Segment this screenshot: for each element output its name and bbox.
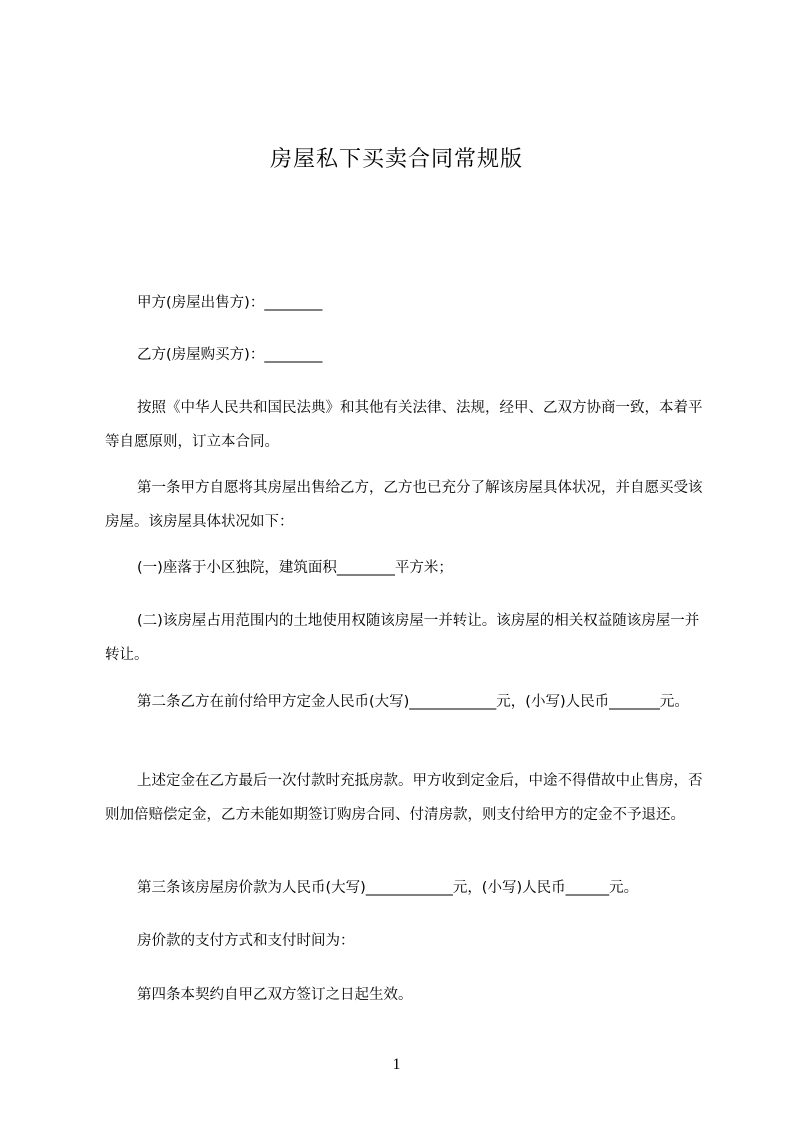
- preamble-paragraph: 按照《中华人民共和国民法典》和其他有关法律、法规，经甲、乙双方协商一致，本着平等自愿原则，订立本合同。: [105, 400, 703, 450]
- article-1-item-2: (二)该房屋占用范围内的土地使用权随该房屋一并转让。该房屋的相关权益随该房屋一并转让。: [105, 613, 700, 663]
- article-1-item-1: (一)座落于小区独院，建筑面积________平方米；: [137, 560, 453, 576]
- article-1-paragraph: 第一条甲方自愿将其房屋出售给乙方，乙方也已充分了解该房屋具体状况，并自愿买受该房屋。该房屋具体状况如下：: [105, 480, 703, 530]
- party-a-line: 甲方(房屋出售方)：________: [137, 295, 323, 311]
- page-number: 1: [392, 1056, 401, 1073]
- party-b-line: 乙方(房屋购买方)：________: [137, 347, 323, 363]
- deposit-paragraph: 上述定金在乙方最后一次付款时充抵房款。甲方收到定金后，中途不得借故中止售房，否则加倍赔偿定金，乙方未能如期签订购房合同、付清房款，则支付给甲方的定金不予退还。: [105, 773, 703, 823]
- article-4-paragraph: 第四条本契约自甲乙双方签订之日起生效。: [137, 987, 413, 1003]
- document-title: 房屋私下买卖合同常规版: [269, 147, 523, 172]
- article-3-paragraph: 第三条该房屋房价款为人民币(大写)____________元，(小写)人民币______元。: [137, 880, 639, 896]
- article-2-paragraph: 第二条乙方在前付给甲方定金人民币(大写)____________元，(小写)人民币_______元。: [137, 694, 689, 710]
- payment-method-paragraph: 房价款的支付方式和支付时间为：: [137, 933, 355, 949]
